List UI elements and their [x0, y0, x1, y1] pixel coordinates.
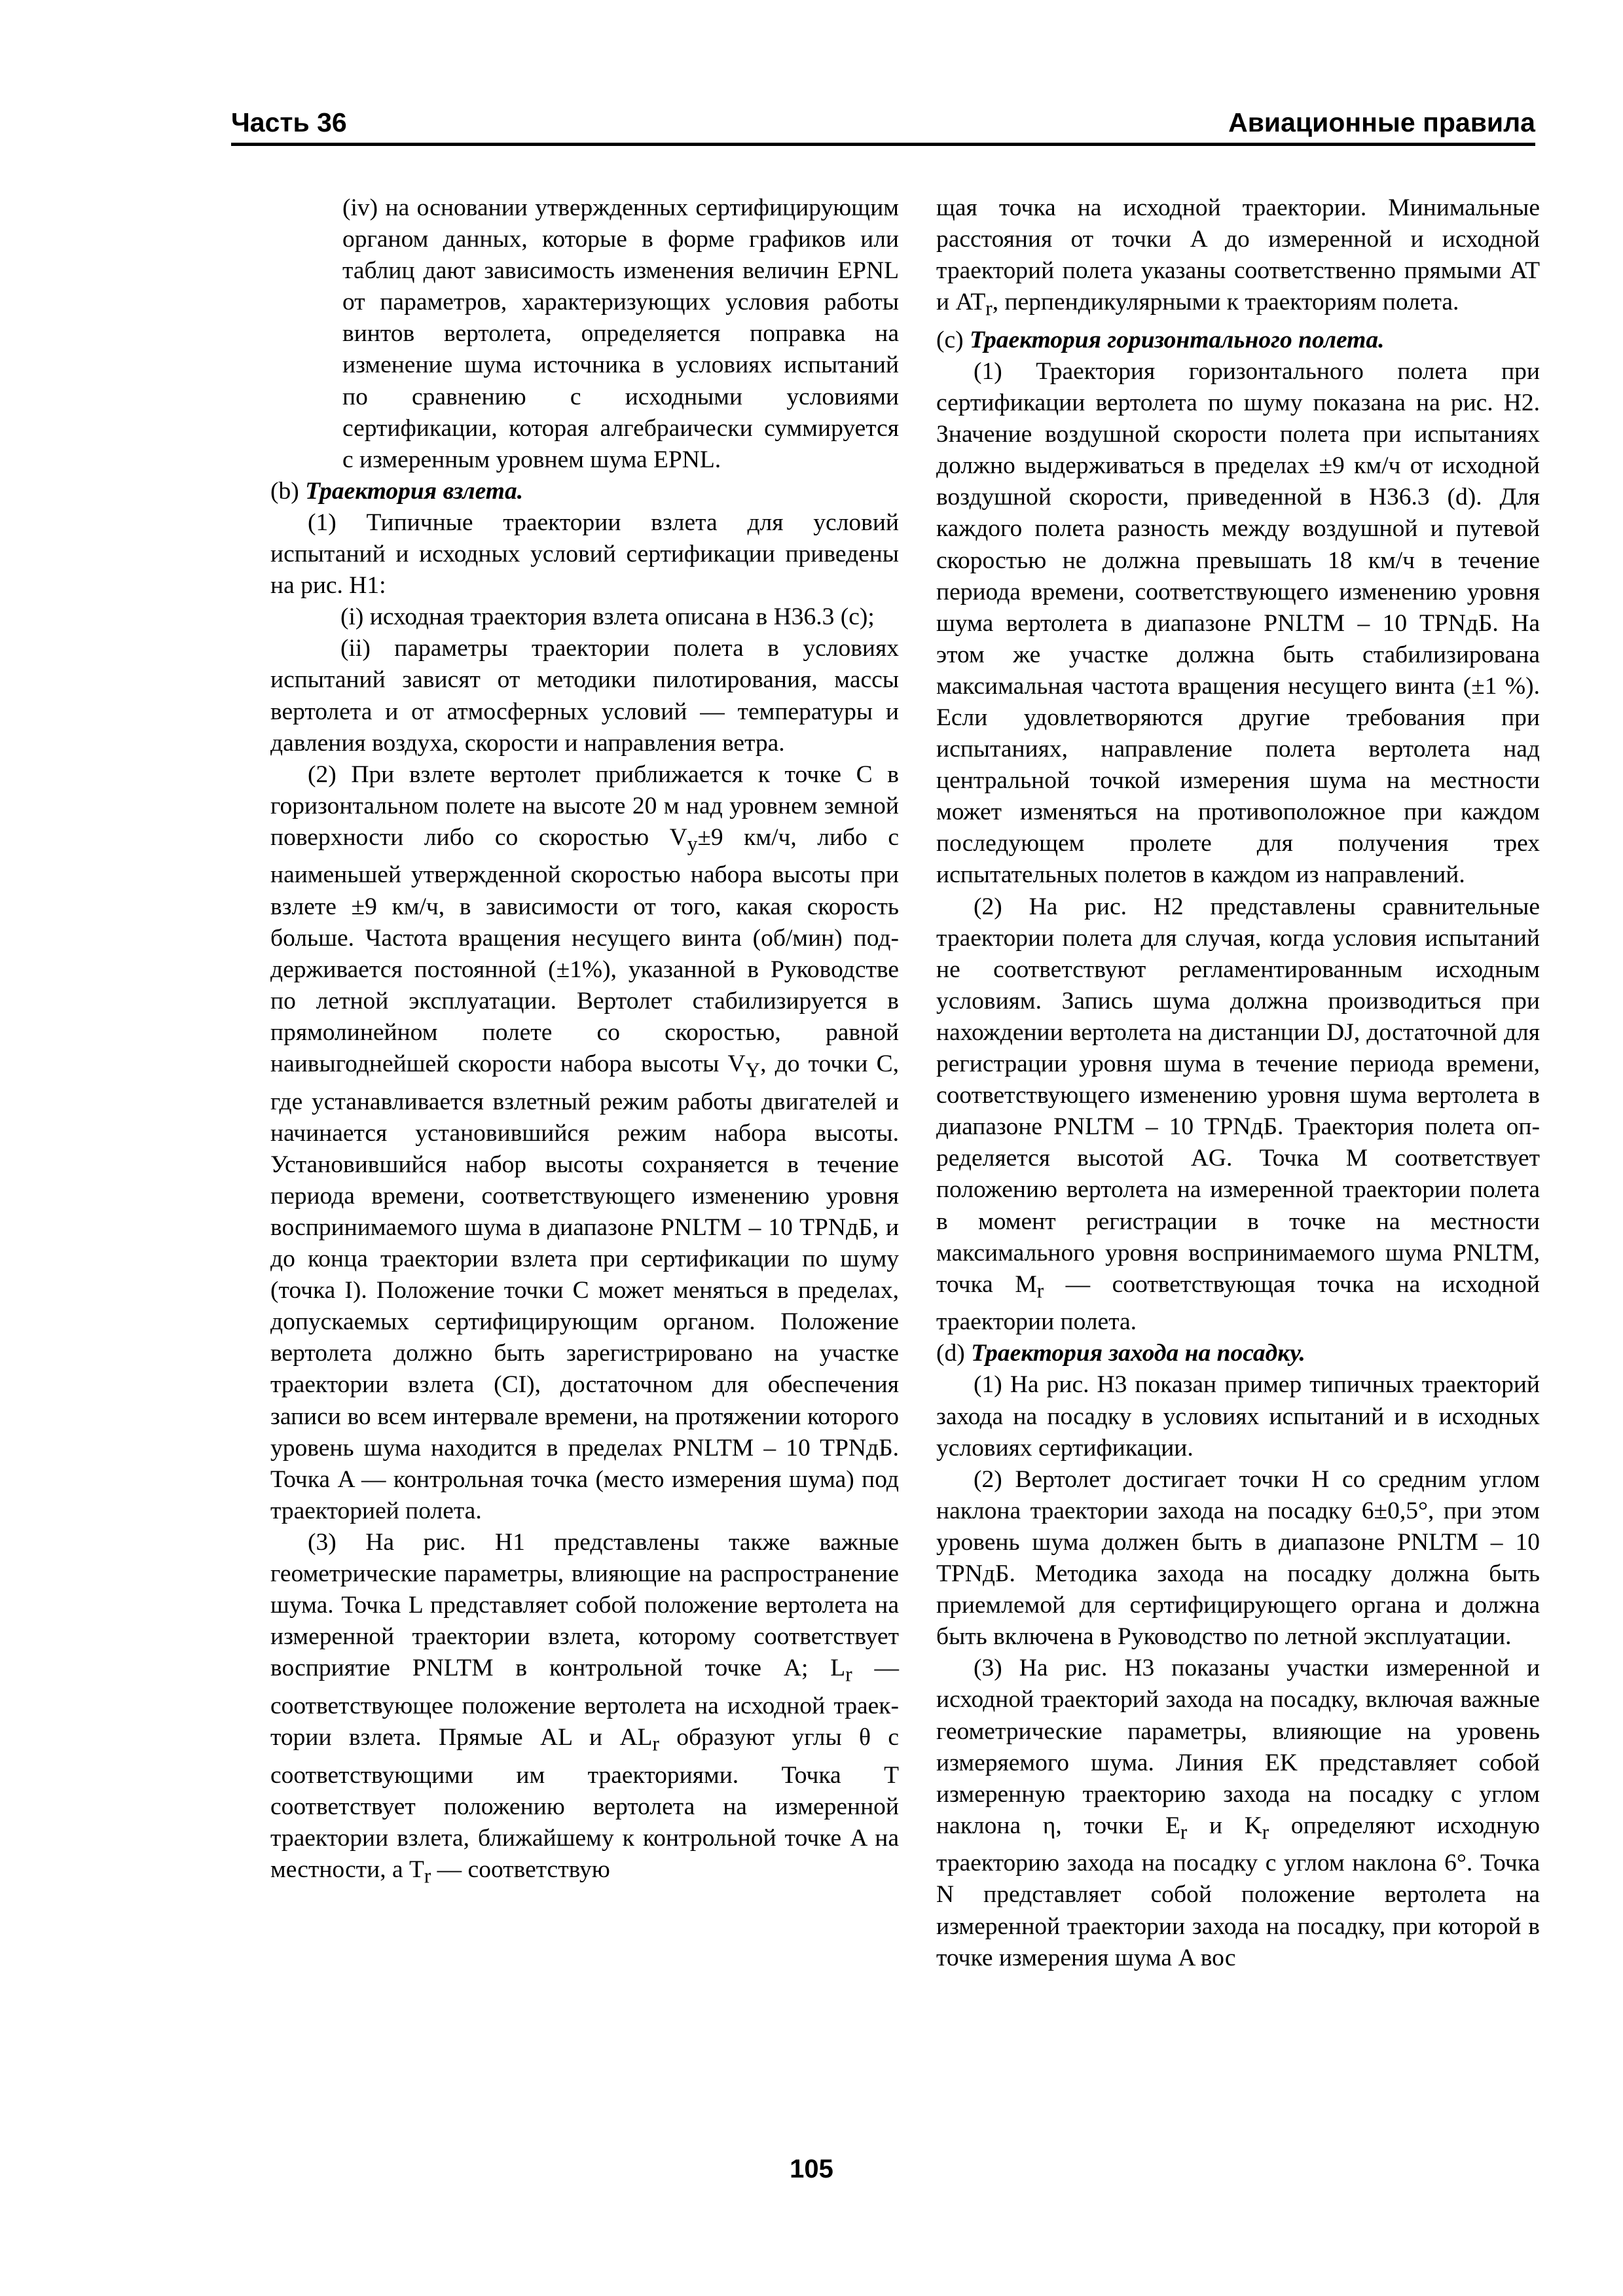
header-document-title: Авиационные правила — [1228, 107, 1535, 137]
paragraph-d3-part: (3) На рис. H3 показаны участки измеренной и исходной траекторий захода на посадку, включая важные геометрические параметры, влияющие на уровень измеряемого шума. Линия EK представляет собой измеренную траекторию захода на посадку с углом наклона η, точки E — [936, 1655, 1540, 1839]
subscript: r — [1180, 1820, 1188, 1844]
paragraph-continuation-part: щая точка на исходной траектории. Минимальные расстояния от точки A до измеренной и исходной траекторий полета указаны соответственно прямыми AT и AT — [936, 194, 1540, 316]
paragraph-c2 — [936, 891, 1540, 1338]
paragraph-b2-part: , до точки C, где устанавливается взлетный режим работы двигателей и начинается установившийся режим набора высоты. Установившийся набор высоты сохраняется в течение периода времени, соответствующего изменению уровня воспринимаемого шума в диапазоне PNLTM – 10 TPNдБ, и до конца траектории взлета при сертификации по шуму (точка I). Положение точки C может меняться в пределах, допускаемых сертифицирующим органом. Положение вертолета должно быть зарегистрировано на участке траектории взлета (CI), достаточном для обеспечения записи во всем интервале времени, на протяжении которого уровень шума находится в пределах PNLTM – 10 TPNдБ. Точка A — контрольная точка (место измерения шума) под траекторией полета. — [270, 1050, 899, 1524]
paragraph-iv: (iv) на основании утвержденных сертифицирующим органом данных, которые в форме графиков или таблиц дают зависимость изменения величин EPNL от параметров, характеризующих условия работы винтов вертолета, определяется поправка на изменение шума источника в условиях испытаний по сравнению с исходными условиями сертификации, которая алгебраически суммируется с измеренным уровнем шума EPNL. — [342, 194, 899, 473]
section-d-heading — [936, 1338, 1540, 1369]
paragraph-d3-part: определяют исходную траекторию захода на посадку с углом наклона 6°. Точка N представляет собой положение вертолета на измеренной траектории захода на посадку, при которой в точке измерения шума A вос — [936, 1812, 1541, 1971]
paragraph-continuation-part: , перпендикулярными к траекториям полета. — [992, 289, 1459, 316]
section-b-title: Траектория взлета. — [305, 477, 524, 505]
paragraph-c1: (1) Траектория горизонтального полета при сертификации вертолета по шуму показана на рис. H2. Значение воздушной скорости полета при испытаниях должно выдерживаться в пределах ±9 км/ч от исходной воздушной скорости, приведенной в H36.3 (d). Для каждого полета разность между воздушной и путевой скоростью не должна превышать 18 км/ч в течение периода времени, соответствующего изменению уровня шума вертолета в диапазоне PNLTM – 10 TPNдБ. На этом же участке должна быть стабилизирована максимальная частота вращения несущего винта (±1 %). Если удовлетворяются другие требования при испытаниях, направление полета вертолета над центральной точкой измерения шума на местности может изменяться на противоположное при каждом последующем пролете для получения трех испытательных полетов в каждом из направлений. — [936, 357, 1540, 889]
paragraph-c2-part: — соответствующая точка на исходной траектории полета. — [936, 1270, 1540, 1336]
section-d-label: (d) — [936, 1340, 972, 1367]
section-b-label: (b) — [270, 477, 306, 505]
right-column — [936, 192, 1540, 1974]
left-column — [270, 192, 899, 1892]
subscript: r — [1262, 1820, 1269, 1844]
subscript: r — [424, 1864, 431, 1888]
paragraph-continuation — [936, 192, 1540, 325]
paragraph-b3 — [270, 1527, 899, 1892]
section-d-title: Траектория захода на посадку. — [971, 1340, 1305, 1367]
subscript: r — [1036, 1279, 1044, 1302]
paragraph-b1-i: (i) исходная траектория взлета описана в H36.3 (c); — [340, 603, 875, 631]
subscript: Y — [745, 1058, 761, 1082]
paragraph-b1: (1) Типичные траектории взлета для условий испытаний и исходных условий сертификации приведены на рис. H1: — [270, 509, 899, 600]
paragraph-b2 — [270, 759, 899, 1527]
section-c-heading — [936, 325, 1540, 356]
paragraph-b1-ii: (ii) параметры траектории полета в условиях испытаний зависят от методики пилотирования, массы вертолета и от атмосферных условий — температуры и давления воздуха, скорости и направления ветра. — [270, 635, 899, 757]
paragraph-d1: (1) На рис. H3 показан пример типичных траекторий захода на посадку в условиях испытаний и в исходных условиях сертификации. — [936, 1371, 1540, 1462]
section-c-title: Траектория горизонтального полета. — [970, 326, 1385, 353]
subscript: r — [845, 1662, 852, 1686]
section-b-heading — [270, 476, 899, 507]
header-part-label: Часть 36 — [231, 107, 347, 137]
paragraph-c2-part: (2) На рис. H2 представлены сравнительные траектории полета для случая, когда условия испытаний не соответствуют регламентированным исходным условиям. Запись шума должна производиться при нахождении вертолета на дистанции DJ, достаточной для регистрации уровня шума в течение периода времени, соответствующего изменению уровня шума вертолета в диапазоне PNLTM – 10 TPNдБ. Траектория полета определяется высотой AG. Точка M соответствует положению вертолета на измеренной траектории полета в момент регистрации в точке на местности максимального уровня воспринимаемого шума PNLTM, точка M — [936, 893, 1540, 1298]
page-number: 105 — [790, 2155, 833, 2183]
paragraph-b3-part: образуют углы θ с соответствующими им траекториями. Точка T соответствует положению вертолета на измеренной траектории взлета, ближайшему к контрольной точке A на местности, а T — [270, 1724, 899, 1883]
paragraph-d3-part: и K — [1187, 1812, 1262, 1839]
subscript: r — [652, 1732, 659, 1755]
paragraph-b3-part: (3) На рис. H1 представлены также важные геометрические параметры, влияющие на распространение шума. Точка L представляет собой положение вертолета на измеренной траектории взлета, которому соответствует восприятие PNLTM в контрольной точке A; L — [270, 1528, 899, 1682]
paragraph-d2: (2) Вертолет достигает точки H со средним углом наклона траектории захода на посадку 6±0,5°, при этом уровень шума должен быть в диапазоне PNLTM – 10 TPNдБ. Методика захода на посадку должна быть приемлемой для сертифицирующего органа и должна быть включена в Руководство по летной эксплуатации. — [936, 1465, 1540, 1651]
subscript: r — [985, 296, 993, 320]
paragraph-b2-part: ±9 км/ч, либо с наименьшей утвержденной скоростью набора высоты при взлете ±9 км/ч, в зависимости от того, какая скорость больше. Частота вращения несущего винта (об/мин) поддерживается постоянной (±1%), указанной в Руководстве по летной эксплуатации. Вертолет стабилизируется в прямолинейном полете со скоростью, равной наивыгоднейшей скорости набора высоты V — [270, 823, 899, 1078]
subscript: y — [687, 832, 698, 855]
running-header — [231, 105, 1535, 146]
paragraph-b3-part: — соответствующее положение вертолета на исходной траектории взлета. Прямые AL и AL — [270, 1655, 900, 1751]
paragraph-d3 — [936, 1653, 1540, 1973]
paragraph-b2-part: (2) При взлете вертолет приближается к точке C в горизонтальном полете на высоте 20 м над уровнем земной поверхности либо со скоростью V — [270, 761, 899, 851]
paragraph-b3-part: — соответствую — [431, 1856, 610, 1883]
section-c-label: (c) — [936, 326, 970, 353]
